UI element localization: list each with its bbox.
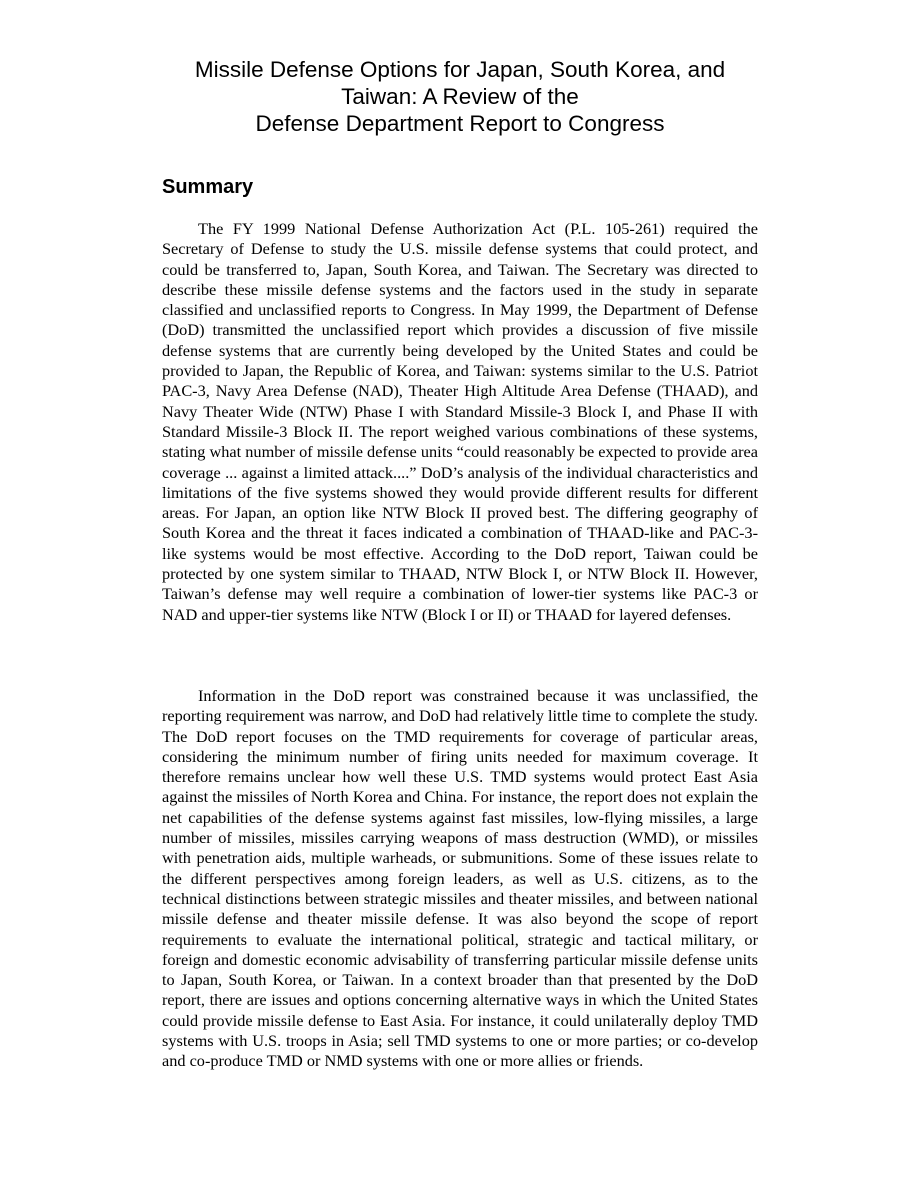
- summary-paragraph-1: The FY 1999 National Defense Authorization Act (P.L. 105-261) required the Secretary of Defense to study the U.S. missile defense systems that could protect, and could be transferred to, Japan, South Korea, and Taiwan. The Secretary was directed to describe these missile defense systems and the factors used in the study in separate classified and unclassified reports to Congress. In May 1999, the Department of Defense (DoD) transmitted the unclassified report which provides a discussion of five missile defense systems that are currently being developed by the United States and could be provided to Japan, the Republic of Korea, and Taiwan: systems similar to the U.S. Patriot PAC-3, Navy Area Defense (NAD), Theater High Altitude Area Defense (THAAD), and Navy Theater Wide (NTW) Phase I with Standard Missile-3 Block I, and Phase II with Standard Missile-3 Block II. The report weighed various combinations of these systems, stating what number of missile defense units “could reasonably be expected to provide area coverage ... against a limited attack....” DoD’s analysis of the individual characteristics and limitations of the five systems showed they would provide different results for different areas. For Japan, an option like NTW Block II proved best. The differing geography of South Korea and the threat it faces indicated a combination of THAAD-like and PAC-3-like systems would be most effective. According to the DoD report, Taiwan could be protected by one system similar to THAAD, NTW Block I, or NTW Block II. However, Taiwan’s defense may well require a combination of lower-tier systems like PAC-3 or NAD and upper-tier systems like NTW (Block I or II) or THAAD for layered defenses.: [162, 219, 758, 624]
- title-line-2: Taiwan: A Review of the: [341, 84, 579, 109]
- title-line-3: Defense Department Report to Congress: [255, 111, 665, 136]
- section-heading-summary: Summary: [162, 176, 254, 198]
- title-line-1: Missile Defense Options for Japan, South Korea, and: [194, 57, 726, 82]
- document-title: [120, 56, 800, 137]
- summary-paragraph-2: Information in the DoD report was constrained because it was unclassified, the reporting requirement was narrow, and DoD had relatively little time to complete the study. The DoD report focuses on the TMD requirements for coverage of particular areas, considering the minimum number of firing units needed for maximum coverage. It therefore remains unclear how well these U.S. TMD systems would protect East Asia against the missiles of North Korea and China. For instance, the report does not explain the net capabilities of the defense systems against fast missiles, low-flying missiles, a large number of missiles, missiles carrying weapons of mass destruction (WMD), or missiles with penetration aids, multiple warheads, or submunitions. Some of these issues relate to the different perspectives among foreign leaders, as well as U.S. citizens, as to the technical distinctions between strategic missiles and theater missiles, and between national missile defense and theater missile defense. It was also beyond the scope of report requirements to evaluate the international political, strategic and tactical military, or foreign and domestic economic advisability of transferring particular missile defense units to Japan, South Korea, or Taiwan. In a context broader than that presented by the DoD report, there are issues and options concerning alternative ways in which the United States could provide missile defense to East Asia. For instance, it could unilaterally deploy TMD systems with U.S. troops in Asia; sell TMD systems to one or more parties; or co-develop and co-produce TMD or NMD systems with one or more allies or friends.: [162, 686, 758, 1071]
